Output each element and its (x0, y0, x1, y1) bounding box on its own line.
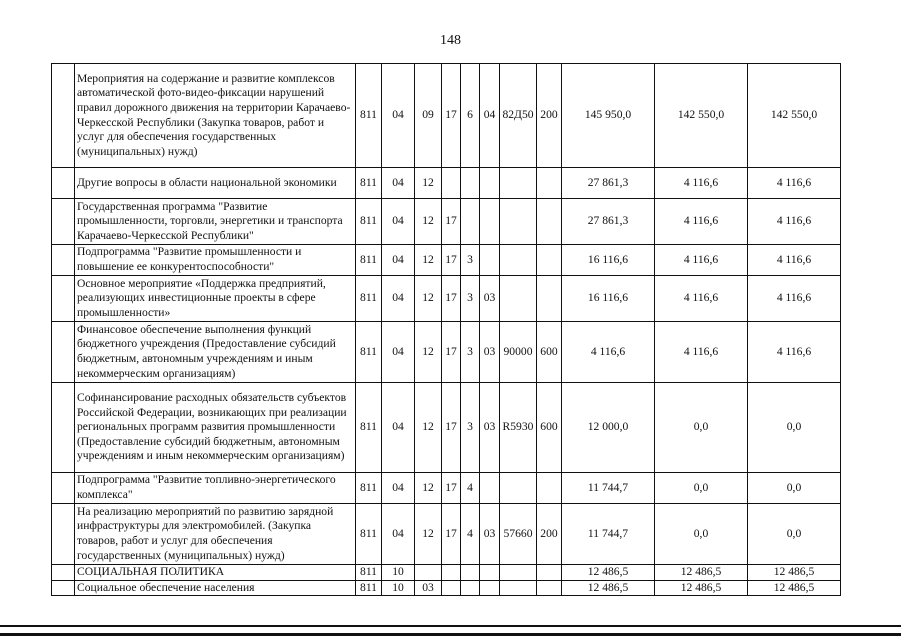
table-row (52, 473, 841, 504)
cell-section: 10 (382, 565, 415, 581)
cell-activity: 03 (480, 504, 500, 565)
cell-subprogram: 3 (461, 383, 480, 473)
table-row (52, 504, 841, 565)
cell-amount-1: 27 861,3 (562, 199, 655, 245)
cell-subsection: 12 (415, 168, 442, 199)
cell-expense-type (537, 580, 562, 596)
cell-direction: 90000 (500, 322, 537, 383)
cell-amount-2: 4 116,6 (655, 322, 748, 383)
cell-amount-1: 11 744,7 (562, 504, 655, 565)
cell-section: 04 (382, 64, 415, 168)
margin-cell (52, 245, 75, 276)
margin-cell (52, 199, 75, 245)
cell-subsection: 12 (415, 383, 442, 473)
cell-expense-type (537, 565, 562, 581)
cell-program: 17 (442, 199, 461, 245)
cell-amount-2: 0,0 (655, 383, 748, 473)
cell-subprogram (461, 199, 480, 245)
cell-amount-1: 12 486,5 (562, 565, 655, 581)
cell-expense-type: 600 (537, 383, 562, 473)
cell-section: 04 (382, 276, 415, 322)
cell-amount-1: 12 486,5 (562, 580, 655, 596)
cell-amount-3: 12 486,5 (748, 580, 841, 596)
cell-subsection: 12 (415, 322, 442, 383)
cell-subprogram (461, 168, 480, 199)
row-name: Подпрограмма "Развитие топливно-энергетического комплекса" (75, 473, 356, 504)
cell-subsection (415, 565, 442, 581)
cell-direction (500, 199, 537, 245)
cell-direction (500, 565, 537, 581)
cell-ministry: 811 (356, 245, 382, 276)
row-name: Социальное обеспечение населения (75, 580, 356, 596)
cell-amount-3: 4 116,6 (748, 276, 841, 322)
table-row (52, 322, 841, 383)
table-row (52, 580, 841, 596)
table-body (52, 64, 841, 596)
row-name: Софинансирование расходных обязательств субъектов Российской Федерации, возникающих при реализации региональных программ развития промышленности (Предоставление субсидий бюджетным, автономным учреждениям и иным некоммерческим организациям) (75, 383, 356, 473)
cell-activity (480, 168, 500, 199)
cell-amount-3: 12 486,5 (748, 565, 841, 581)
cell-amount-2: 142 550,0 (655, 64, 748, 168)
scan-edge-line (0, 633, 901, 636)
cell-section: 04 (382, 245, 415, 276)
cell-program: 17 (442, 504, 461, 565)
cell-ministry: 811 (356, 168, 382, 199)
margin-cell (52, 580, 75, 596)
cell-amount-2: 4 116,6 (655, 245, 748, 276)
cell-section: 04 (382, 504, 415, 565)
cell-amount-2: 4 116,6 (655, 276, 748, 322)
cell-ministry: 811 (356, 473, 382, 504)
table-row (52, 199, 841, 245)
cell-ministry: 811 (356, 383, 382, 473)
row-name: На реализацию мероприятий по развитию зарядной инфраструктуры для электромобилей. (Закупка товаров, работ и услуг для обеспечения государственных (муниципальных) нужд) (75, 504, 356, 565)
cell-amount-1: 145 950,0 (562, 64, 655, 168)
cell-amount-1: 12 000,0 (562, 383, 655, 473)
margin-cell (52, 322, 75, 383)
cell-ministry: 811 (356, 565, 382, 581)
cell-amount-3: 0,0 (748, 383, 841, 473)
table-row (52, 64, 841, 168)
cell-ministry: 811 (356, 276, 382, 322)
cell-subsection: 12 (415, 504, 442, 565)
cell-activity (480, 199, 500, 245)
cell-activity: 04 (480, 64, 500, 168)
cell-section: 10 (382, 580, 415, 596)
cell-amount-3: 4 116,6 (748, 245, 841, 276)
cell-amount-3: 4 116,6 (748, 322, 841, 383)
cell-amount-2: 4 116,6 (655, 199, 748, 245)
table-row (52, 245, 841, 276)
cell-amount-2: 12 486,5 (655, 580, 748, 596)
cell-program (442, 565, 461, 581)
cell-expense-type (537, 199, 562, 245)
cell-amount-2: 0,0 (655, 473, 748, 504)
cell-activity (480, 565, 500, 581)
cell-direction (500, 580, 537, 596)
cell-subsection: 03 (415, 580, 442, 596)
cell-section: 04 (382, 199, 415, 245)
cell-subprogram (461, 580, 480, 596)
cell-expense-type: 200 (537, 64, 562, 168)
cell-ministry: 811 (356, 580, 382, 596)
cell-amount-2: 4 116,6 (655, 168, 748, 199)
cell-direction (500, 245, 537, 276)
cell-program (442, 168, 461, 199)
table-row (52, 276, 841, 322)
cell-program: 17 (442, 473, 461, 504)
page-number: 148 (440, 33, 461, 48)
cell-subsection: 12 (415, 199, 442, 245)
cell-subprogram: 3 (461, 245, 480, 276)
cell-expense-type (537, 168, 562, 199)
cell-ministry: 811 (356, 322, 382, 383)
cell-activity: 03 (480, 322, 500, 383)
cell-ministry: 811 (356, 504, 382, 565)
cell-expense-type (537, 473, 562, 504)
margin-cell (52, 504, 75, 565)
cell-amount-3: 142 550,0 (748, 64, 841, 168)
table-row (52, 383, 841, 473)
cell-amount-2: 0,0 (655, 504, 748, 565)
margin-cell (52, 168, 75, 199)
cell-program: 17 (442, 322, 461, 383)
cell-ministry: 811 (356, 64, 382, 168)
cell-program: 17 (442, 245, 461, 276)
cell-section: 04 (382, 322, 415, 383)
cell-amount-1: 16 116,6 (562, 245, 655, 276)
cell-direction (500, 473, 537, 504)
margin-cell (52, 64, 75, 168)
cell-direction: R5930 (500, 383, 537, 473)
cell-subprogram: 6 (461, 64, 480, 168)
margin-cell (52, 565, 75, 581)
cell-amount-2: 12 486,5 (655, 565, 748, 581)
row-name: СОЦИАЛЬНАЯ ПОЛИТИКА (75, 565, 356, 581)
margin-cell (52, 473, 75, 504)
cell-subprogram: 4 (461, 473, 480, 504)
cell-section: 04 (382, 383, 415, 473)
cell-amount-3: 0,0 (748, 504, 841, 565)
budget-table (51, 63, 841, 596)
cell-expense-type (537, 276, 562, 322)
cell-ministry: 811 (356, 199, 382, 245)
row-name: Основное мероприятие «Поддержка предприятий, реализующих инвестиционные проекты в сфере промышленности» (75, 276, 356, 322)
row-name: Другие вопросы в области национальной экономики (75, 168, 356, 199)
cell-subsection: 09 (415, 64, 442, 168)
table-row (52, 168, 841, 199)
cell-amount-1: 27 861,3 (562, 168, 655, 199)
cell-subsection: 12 (415, 245, 442, 276)
cell-subsection: 12 (415, 276, 442, 322)
cell-expense-type (537, 245, 562, 276)
cell-amount-1: 4 116,6 (562, 322, 655, 383)
margin-cell (52, 383, 75, 473)
cell-subprogram: 3 (461, 322, 480, 383)
cell-activity: 03 (480, 276, 500, 322)
cell-activity: 03 (480, 383, 500, 473)
cell-activity (480, 580, 500, 596)
cell-direction (500, 276, 537, 322)
cell-program: 17 (442, 64, 461, 168)
cell-section: 04 (382, 473, 415, 504)
cell-amount-3: 4 116,6 (748, 168, 841, 199)
cell-subprogram (461, 565, 480, 581)
cell-expense-type: 600 (537, 322, 562, 383)
margin-cell (52, 276, 75, 322)
cell-program: 17 (442, 276, 461, 322)
cell-direction: 57660 (500, 504, 537, 565)
cell-activity (480, 245, 500, 276)
cell-subprogram: 3 (461, 276, 480, 322)
cell-program: 17 (442, 383, 461, 473)
cell-amount-3: 4 116,6 (748, 199, 841, 245)
cell-amount-1: 11 744,7 (562, 473, 655, 504)
row-name: Государственная программа "Развитие промышленности, торговли, энергетики и транспорта Карачаево-Черкесской Республики" (75, 199, 356, 245)
row-name: Мероприятия на содержание и развитие комплексов автоматической фото-видео-фиксации нарушений правил дорожного движения на территории Карачаево-Черкесской Республики (Закупка товаров, работ и услуг для обеспечения государственных (муниципальных) нужд) (75, 64, 356, 168)
cell-subsection: 12 (415, 473, 442, 504)
cell-direction (500, 168, 537, 199)
cell-program (442, 580, 461, 596)
cell-direction: 82Д50 (500, 64, 537, 168)
row-name: Финансовое обеспечение выполнения функций бюджетного учреждения (Предоставление субсидий бюджетным, автономным учреждениям и иным некоммерческим организациям) (75, 322, 356, 383)
row-name: Подпрограмма "Развитие промышленности и повышение ее конкурентоспособности" (75, 245, 356, 276)
cell-amount-1: 16 116,6 (562, 276, 655, 322)
cell-expense-type: 200 (537, 504, 562, 565)
cell-subprogram: 4 (461, 504, 480, 565)
cell-section: 04 (382, 168, 415, 199)
scan-edge-line (0, 625, 901, 627)
cell-activity (480, 473, 500, 504)
cell-amount-3: 0,0 (748, 473, 841, 504)
table-row (52, 565, 841, 581)
